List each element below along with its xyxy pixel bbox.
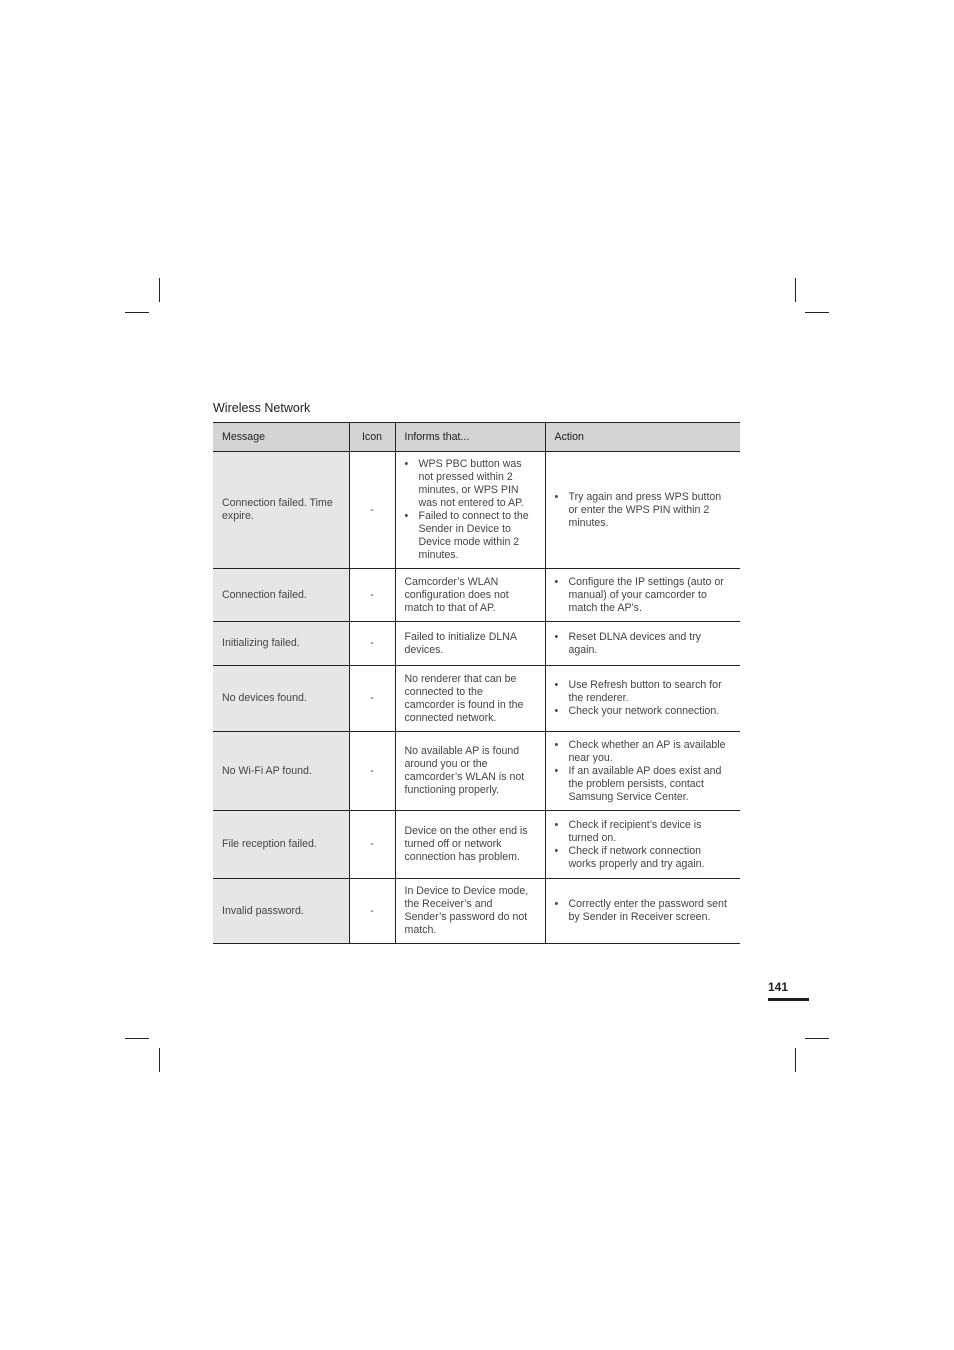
header-message: Message bbox=[213, 423, 349, 452]
header-icon: Icon bbox=[349, 423, 395, 452]
wireless-network-table bbox=[213, 422, 740, 944]
table-row bbox=[213, 622, 740, 666]
informs-text: Camcorder’s WLAN configuration does not match to that of AP. bbox=[404, 575, 509, 614]
informs-text: In Device to Device mode, the Receiver’s and Sender’s password do not match. bbox=[404, 885, 529, 936]
informs-cell bbox=[395, 622, 545, 666]
header-action: Action bbox=[545, 423, 740, 452]
crop-mark bbox=[125, 312, 149, 313]
table-row bbox=[213, 811, 740, 879]
table-row bbox=[213, 879, 740, 944]
table-row bbox=[213, 666, 740, 732]
action-item: • Check if recipient’s device is turned on. bbox=[555, 819, 732, 845]
informs-text: Failed to initialize DLNA devices. bbox=[404, 630, 517, 656]
action-item: • Reset DLNA devices and try again. bbox=[555, 631, 732, 657]
informs-text: Device on the other end is turned off or network connection has problem. bbox=[404, 825, 528, 863]
message-cell: No Wi-Fi AP found. bbox=[213, 732, 349, 811]
action-cell bbox=[545, 811, 740, 879]
icon-cell: - bbox=[349, 811, 395, 879]
page-number: 141 bbox=[768, 980, 789, 994]
action-cell bbox=[545, 622, 740, 666]
crop-mark bbox=[795, 1048, 796, 1072]
table-header-row bbox=[213, 423, 740, 452]
section-title: Wireless Network bbox=[213, 401, 311, 415]
action-cell bbox=[545, 569, 740, 622]
action-item: • Check if network connection works properly and try again. bbox=[555, 845, 732, 871]
table-row bbox=[213, 452, 740, 569]
header-informs: Informs that... bbox=[395, 423, 545, 452]
message-cell: Initializing failed. bbox=[213, 622, 349, 666]
informs-item: • WPS PBC button was not pressed within 2 minutes, or WPS PIN was not entered to AP. bbox=[405, 458, 536, 510]
icon-cell: - bbox=[349, 666, 395, 732]
informs-cell bbox=[395, 732, 545, 811]
action-item: • Correctly enter the password sent by Sender in Receiver screen. bbox=[555, 898, 732, 924]
crop-mark bbox=[125, 1038, 149, 1039]
crop-mark bbox=[805, 1038, 829, 1039]
message-cell: File reception failed. bbox=[213, 811, 349, 879]
informs-cell bbox=[395, 569, 545, 622]
action-item: • Try again and press WPS button or enter the WPS PIN within 2 minutes. bbox=[555, 491, 732, 530]
table-row bbox=[213, 569, 740, 622]
message-cell: No devices found. bbox=[213, 666, 349, 732]
informs-text: No renderer that can be connected to the camcorder is found in the connected network. bbox=[404, 672, 524, 724]
table-body bbox=[213, 452, 740, 944]
informs-item: • Failed to connect to the Sender in Device to Device mode within 2 minutes. bbox=[405, 510, 536, 562]
icon-cell: - bbox=[349, 452, 395, 569]
crop-mark bbox=[805, 312, 829, 313]
action-item: • If an available AP does exist and the problem persists, contact Samsung Service Center. bbox=[555, 765, 732, 804]
icon-cell: - bbox=[349, 879, 395, 944]
icon-cell: - bbox=[349, 732, 395, 811]
message-cell: Invalid password. bbox=[213, 879, 349, 944]
action-item: • Check your network connection. bbox=[555, 705, 732, 718]
icon-cell: - bbox=[349, 622, 395, 666]
informs-cell bbox=[395, 879, 545, 944]
informs-cell bbox=[395, 666, 545, 732]
crop-mark bbox=[795, 278, 796, 302]
message-cell: Connection failed. Time expire. bbox=[213, 452, 349, 569]
informs-text: No available AP is found around you or the camcorder’s WLAN is not functioning properly. bbox=[404, 745, 525, 796]
action-item: • Configure the IP settings (auto or manual) of your camcorder to match the AP’s. bbox=[555, 576, 732, 615]
crop-mark bbox=[159, 278, 160, 302]
action-cell bbox=[545, 879, 740, 944]
page-number-rule bbox=[768, 998, 809, 1001]
action-item: • Use Refresh button to search for the renderer. bbox=[555, 679, 732, 705]
informs-cell bbox=[395, 452, 545, 569]
action-cell bbox=[545, 452, 740, 569]
crop-mark bbox=[159, 1048, 160, 1072]
action-cell bbox=[545, 666, 740, 732]
table-row bbox=[213, 732, 740, 811]
action-item: • Check whether an AP is available near you. bbox=[555, 739, 732, 765]
icon-cell: - bbox=[349, 569, 395, 622]
message-cell: Connection failed. bbox=[213, 569, 349, 622]
informs-cell bbox=[395, 811, 545, 879]
action-cell bbox=[545, 732, 740, 811]
